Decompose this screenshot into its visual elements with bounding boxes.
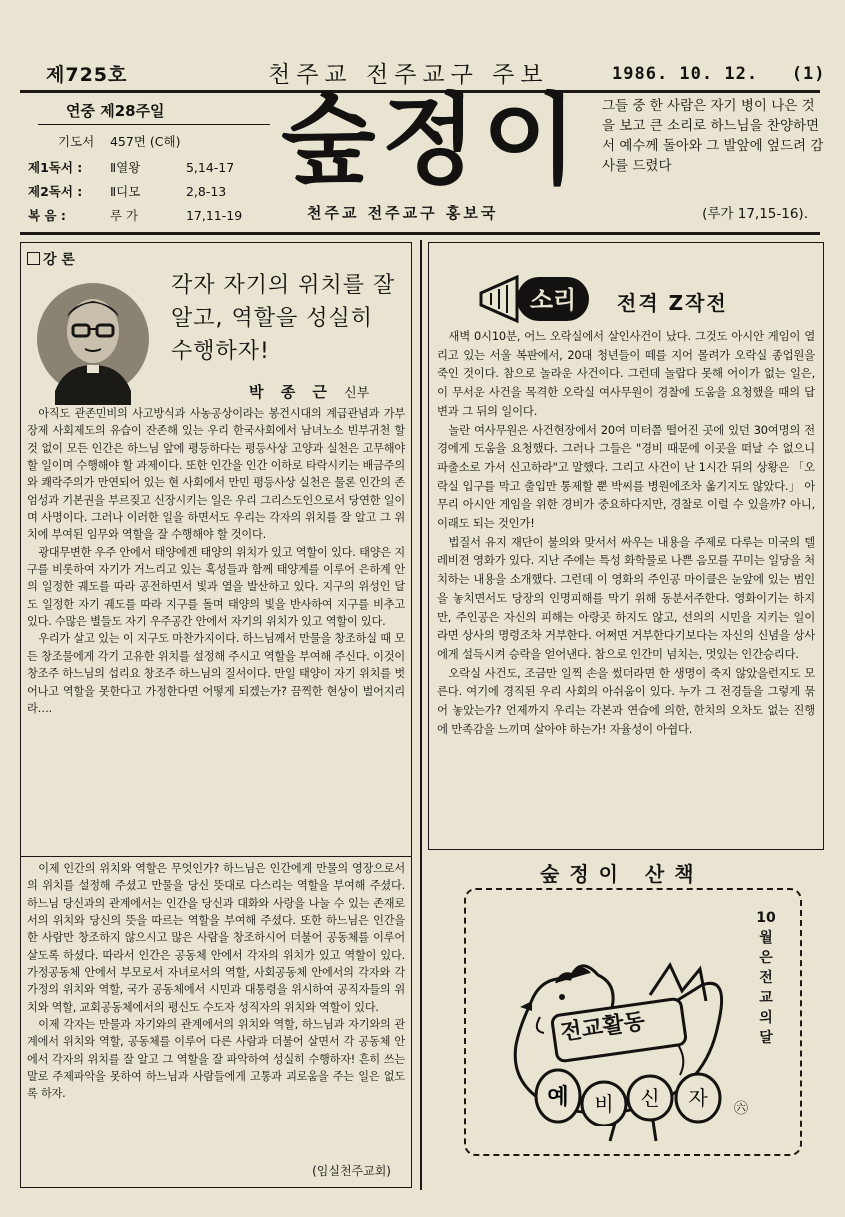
megaphone-icon [477, 269, 597, 329]
checkbox-icon [27, 252, 40, 265]
section-tag [27, 249, 75, 269]
liturgy-divider [38, 124, 270, 125]
editorial-paragraph: 광대무변한 우주 안에서 태양에겐 태양의 위치가 있고 역할이 있다. 태양은 지구를 비롯하여 자기가 거느리고 있는 혹성들과 함께 태양계를 이루어 은하계 안의 일정한 궤도를 따라 공전하면서 빛과 열을 발산하고 있다. 지구의 위성인 달도 일정한 자기 궤도를 따라 지구를 돌며 태양의 빛을 반사하여 지구를 비추고 있다. 수많은 별들도 자기 우주공간 안에서 자기의 위치가 있고 역할이 있다. [27, 545, 405, 629]
editorial-paragraph: 우리가 살고 있는 이 지구도 마찬가지이다. 하느님께서 만물을 창조하실 때 모든 창조물에게 각기 고유한 위치를 설정해 주시고 역할을 부여해 주신다. 이것이 창조주 하느님의 섭리요 창조주 하느님의 질서이다. 만일 태양이 자기 위치를 벗어나고 역할을 못한다고 가정한다면 어떻게 되겠는가? 끔찍한 현상이 벌어지리라…. [27, 632, 405, 715]
liturgy-label: 복 음 : [28, 208, 66, 223]
column-title: 전격 Z작전 [617, 291, 728, 315]
liturgy-label: 제1독서 : [28, 160, 83, 175]
editorial-box [20, 242, 412, 857]
liturgy-row [28, 182, 226, 200]
quote-reference: (루가 17,15-16). [702, 206, 808, 222]
liturgy-row [28, 206, 242, 224]
liturgy-verses: 5,14-17 [185, 160, 235, 175]
liturgy-verses: 2,8-13 [185, 184, 227, 199]
department-name: 천주교 전주교구 홍보국 [307, 204, 499, 222]
issue-number: 제725호 [46, 64, 128, 86]
banner-text: 전교활동 [558, 1009, 647, 1046]
circle-letter: 비 [594, 1092, 614, 1116]
date-text: 1986. 10. 12. [612, 64, 759, 84]
author-role: 신부 [344, 386, 370, 401]
editorial-signature: (임실천주교회) [312, 1164, 391, 1178]
editorial-paragraph: 아직도 관존민비의 사고방식과 사농공상이라는 봉건시대의 계급관념과 가부장제 사회제도의 유습이 잔존해 있는 우리 한국사회에서 남녀노소 빈부귀천 할 것 없이 모든 인간은 하느님 앞에 평등하다는 평등사상 고양과 실천은 고무해야 할 일이며 수행해야 할 과제이다. 또한 인간을 인간 이하로 타락시키는 배금주의와 쾌락주의가 만연되어 있는 현 사회에서 만민 평등사상 실천은 물론 인간의 존엄성과 기본권을 부르짖고 신장시키는 일은 우리 그리스도인으로서 당연한 일이며 사명이다. 그러나 이러한 일을 하면서도 우리는 각자의 위치를 잘 알고 그 위치에 부여된 임무와 역할을 잘 수행해야 할 것이다. [27, 407, 405, 542]
month-note: 10월은 전교의 달 [756, 910, 776, 1046]
liturgy-box [24, 94, 272, 232]
section-tag-label: 강 론 [43, 252, 75, 268]
liturgy-row [28, 132, 180, 150]
liturgy-book: Ⅱ열왕 [109, 160, 141, 175]
sori-logo-text: 소리 [529, 286, 577, 314]
editorial-body [27, 405, 405, 717]
editorial-author [249, 381, 369, 402]
circle-letter: 자 [688, 1086, 708, 1110]
gospel-quote [602, 96, 826, 232]
publication-date [612, 64, 826, 84]
artist-mark: ㊅ [734, 1101, 748, 1117]
liturgy-book: Ⅱ디모 [109, 184, 141, 199]
editorial-body-continued [27, 860, 405, 1103]
author-name: 박 종 근 [249, 383, 333, 401]
column-body [437, 327, 815, 738]
walk-title: 숲정이 산책 [540, 862, 704, 886]
liturgical-week: 연중 제28주일 [66, 102, 165, 120]
paper-name: 천주교 전주교구 주보 [268, 62, 549, 88]
liturgy-row [28, 158, 234, 176]
quote-text: 그들 중 한 사람은 자기 병이 나은 것을 보고 큰 소리로 하느님을 찬양하면서 예수께 돌아와 그 발앞에 엎드려 감사를 드렸다 [602, 98, 824, 174]
column-paragraph: 오락실 사건도, 조금만 일찍 손을 썼더라면 한 생명이 죽지 않았을런지도 모른다. 여기에 경직된 우리 사회의 아쉬움이 있다. 누가 그 전경들을 그렇게 묶어 놓았는가? 언제까지 우리는 각본과 연습에 의한, 한치의 오차도 없는 진행에 만족감을 느끼며 살아야 하는가! 자율성이 아쉽다. [437, 665, 815, 736]
liturgy-verses: 17,11-19 [185, 208, 243, 223]
editorial-headline: 각자 자기의 위치를 잘 알고, 역할을 성실히 수행하자! [171, 273, 396, 364]
liturgy-label: 기도서 [58, 134, 95, 149]
masthead-logo: 숲정이 [281, 84, 584, 198]
circle-letter: 예 [547, 1085, 569, 1110]
column-paragraph: 법질서 유지 재단이 불의와 맞서서 싸우는 내용을 주제로 다루는 미국의 텔레비젼 영화가 있다. 지난 주에는 특성 화학물로 나쁜 음모를 꾸미는 일당을 처치하는 내용을 소개했다. 그런데 이 영화의 주인공 마이클은 눈앞에 있는 범인을 놓치면서도 당장의 인명피해를 막기 위해 동분서주한다. 영화이기는 하지만, 주인공은 자신의 피해는 아랑곳 하지도 않고, 선의의 시민을 지키는 일이 라면 상사의 명령조차 거부한다. 어쩌면 거부한다기보다는 자신의 신념을 상사에게 설득시켜 승락을 얻어낸다. 참으로 인간미 넘치는, 멋있는 인간승리다. [437, 534, 815, 661]
liturgy-book: 루 가 [109, 208, 139, 223]
editorial-paragraph: 이제 인간의 위치와 역할은 무엇인가? 하느님은 인간에게 만물의 영장으로서의 위치를 설정해 주셨고 만물을 당신 뜻대로 다스리는 역할을 부여해 주셨다. 하느님 당신과의 관계에서는 인간을 당신과 대화와 사랑을 나눌 수 있는 존재로서의 위치와 당신의 뜻을 따르는 역할을 부여해 주셨다. 또한 하느님은 인간을 한 사람만 창조하지 않으시고 많은 사람을 창조하시어 더불어 공동체를 이루어 살도록 하셨다. 따라서 인간은 공동체 안에서 각자의 위치가 있고 역할이 있다. 가정공동체 안에서 부모로서 자녀로서의 역할, 사회공동체 안에서의 각자와 각 가정의 위치와 역할, 국가 공동체에서 시민과 대통령을 위시하여 공직자들의 위치와 역할, 교회공동체에서의 평신도 수도자 성직자의 위치와 역할이 있다. [27, 862, 405, 1014]
liturgy-book: 457면 (C해) [109, 134, 181, 149]
page-number: (1) [791, 64, 826, 84]
column-paragraph: 놀란 여사무원은 사건현장에서 20여 미터쯤 떨어진 곳에 있던 30여명의 전경에게 도움을 요청했다. 그러나 그들은 "경비 때문에 이곳을 떠날 수 없으니 파출소로 가서 신고하라"고 말했다. 그리고 사건이 난 1시간 뒤의 상황은 「오락실 입구를 막고 출입만 통제할 뿐 박씨를 병원에조차 옮기지도 않았다.」 아무리 아시안 게임을 위한 경비가 중요하다지만, 경찰로 이럴 수 있을까? 아니, 이래도 되는 것인가! [437, 422, 815, 531]
liturgy-label: 제2독서 : [28, 184, 83, 199]
editorial-paragraph: 이제 각자는 만물과 자기와의 관계에서의 위치와 역할, 하느님과 자기와의 관계에서 위치와 역할, 공동체를 이루어 다른 사람과 더불어 살면서 각 공동체 안에서 각자의 위치를 잘 알고 그 역할을 잘 파악하여 성실히 수행하자! 흔히 쓰는 말로 주제파악을 못하여 하느님과 사람들에게 고통과 괴로움을 주는 일은 없도록 하자. [27, 1018, 405, 1101]
header-rule [20, 232, 820, 235]
column-divider [420, 240, 422, 1190]
column-paragraph: 새벽 0시10분, 어느 오락실에서 살인사건이 났다. 그것도 아시안 게임이 열리고 있는 서울 복판에서, 20대 청년들이 떼를 지어 몰려가 오락실 종업원을 죽인 것이다. 참으로 놀라운 사건이다. 그런데 놀랍다 못해 어이가 없는 일은, 이 무서운 사건을 목격한 오락실 여사무원이 경찰에 도움을 요청했을 때의 답변과 그 뒤의 일이다. [437, 329, 815, 418]
editorial-continued [20, 856, 412, 1188]
sori-column-box [428, 242, 824, 850]
author-portrait [35, 281, 151, 405]
logo-area [275, 84, 595, 232]
egg-circles [528, 1068, 728, 1126]
circle-letter: 신 [640, 1086, 660, 1110]
